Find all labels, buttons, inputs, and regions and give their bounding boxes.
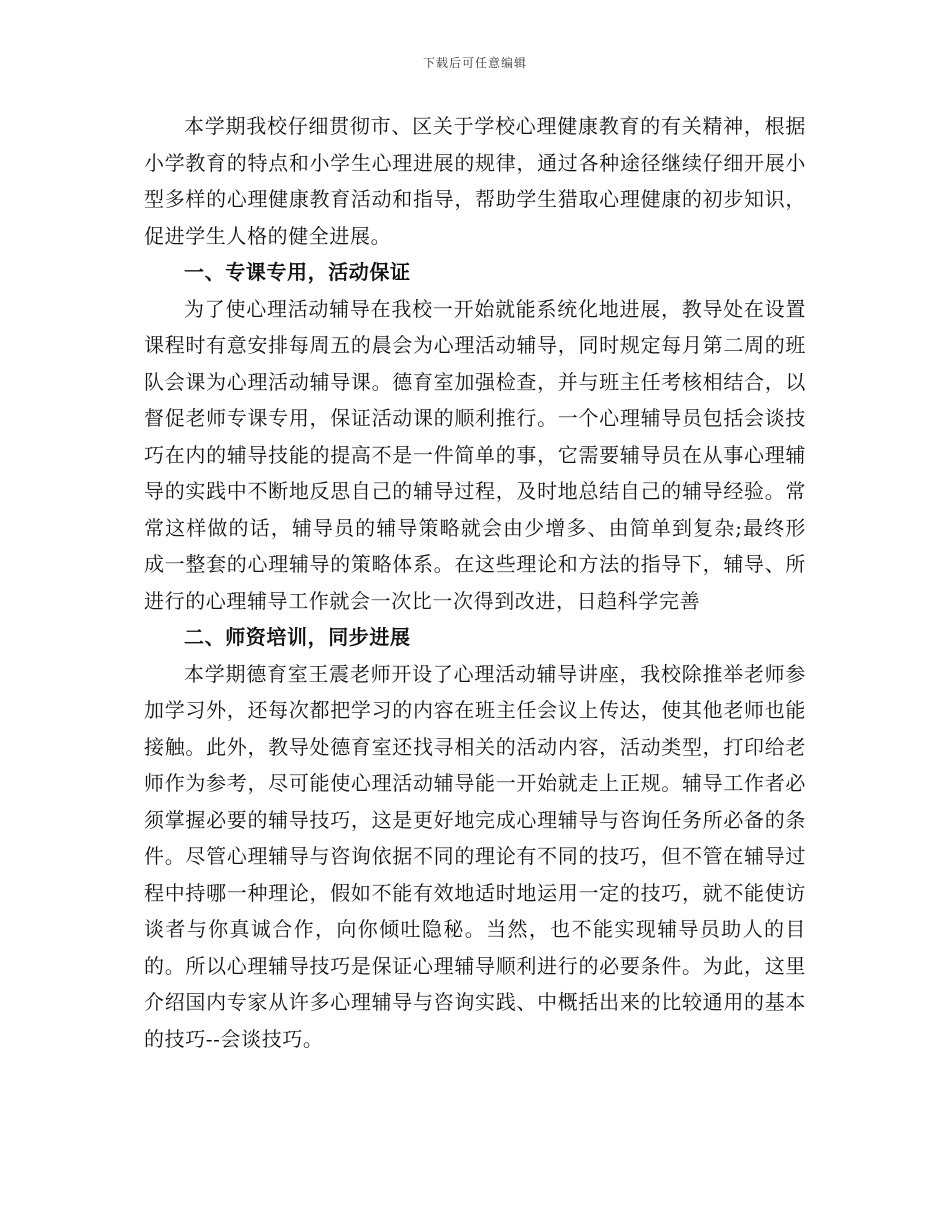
section-2-heading: 二、师资培训，同步进展 xyxy=(184,625,411,649)
document-body xyxy=(144,108,806,1057)
section-1-heading: 一、专课专用，活动保证 xyxy=(184,260,411,284)
section-1-paragraph: 为了使心理活动辅导在我校一开始就能系统化地进展，教导处在设置课程时有意安排每周五的晨会为心理活动辅导，同时规定每月第二周的班队会课为心理活动辅导课。德育室加强检查，并与班主任考核相结合，以督促老师专课专用，保证活动课的顺利推行。一个心理辅导员包括会谈技巧在内的辅导技能的提高不是一件简单的事，它需要辅导员在从事心理辅导的实践中不断地反思自己的辅导过程，及时地总结自己的辅导经验。常常这样做的话，辅导员的辅导策略就会由少增多、由简单到复杂;最终形成一整套的心理辅导的策略体系。在这些理论和方法的指导下，辅导、所进行的心理辅导工作就会一次比一次得到改进，日趋科学完善 xyxy=(144,296,806,613)
intro-paragraph: 本学期我校仔细贯彻市、区关于学校心理健康教育的有关精神，根据小学教育的特点和小学生心理进展的规律，通过各种途径继续仔细开展小型多样的心理健康教育活动和指导，帮助学生猎取心理健康的初步知识，促进学生人格的健全进展。 xyxy=(144,114,806,248)
page-header: 下载后可任意编辑 xyxy=(422,56,527,70)
section-2-paragraph: 本学期德育室王震老师开设了心理活动辅导讲座，我校除推举老师参加学习外，还每次都把学习的内容在班主任会议上传达，使其他老师也能接触。此外，教导处德育室还找寻相关的活动内容，活动类型，打印给老师作为参考，尽可能使心理活动辅导能一开始就走上正规。辅导工作者必须掌握必要的辅导技巧，这是更好地完成心理辅导与咨询任务所必备的条件。尽管心理辅导与咨询依据不同的理论有不同的技巧，但不管在辅导过程中持哪一种理论，假如不能有效地适时地运用一定的技巧，就不能使访谈者与你真诚合作，向你倾吐隐秘。当然，也不能实现辅导员助人的目的。所以心理辅导技巧是保证心理辅导顺利进行的必要条件。为此，这里介绍国内专家从许多心理辅导与咨询实践、中概括出来的比较通用的基本的技巧--会谈技巧。 xyxy=(144,661,806,1051)
